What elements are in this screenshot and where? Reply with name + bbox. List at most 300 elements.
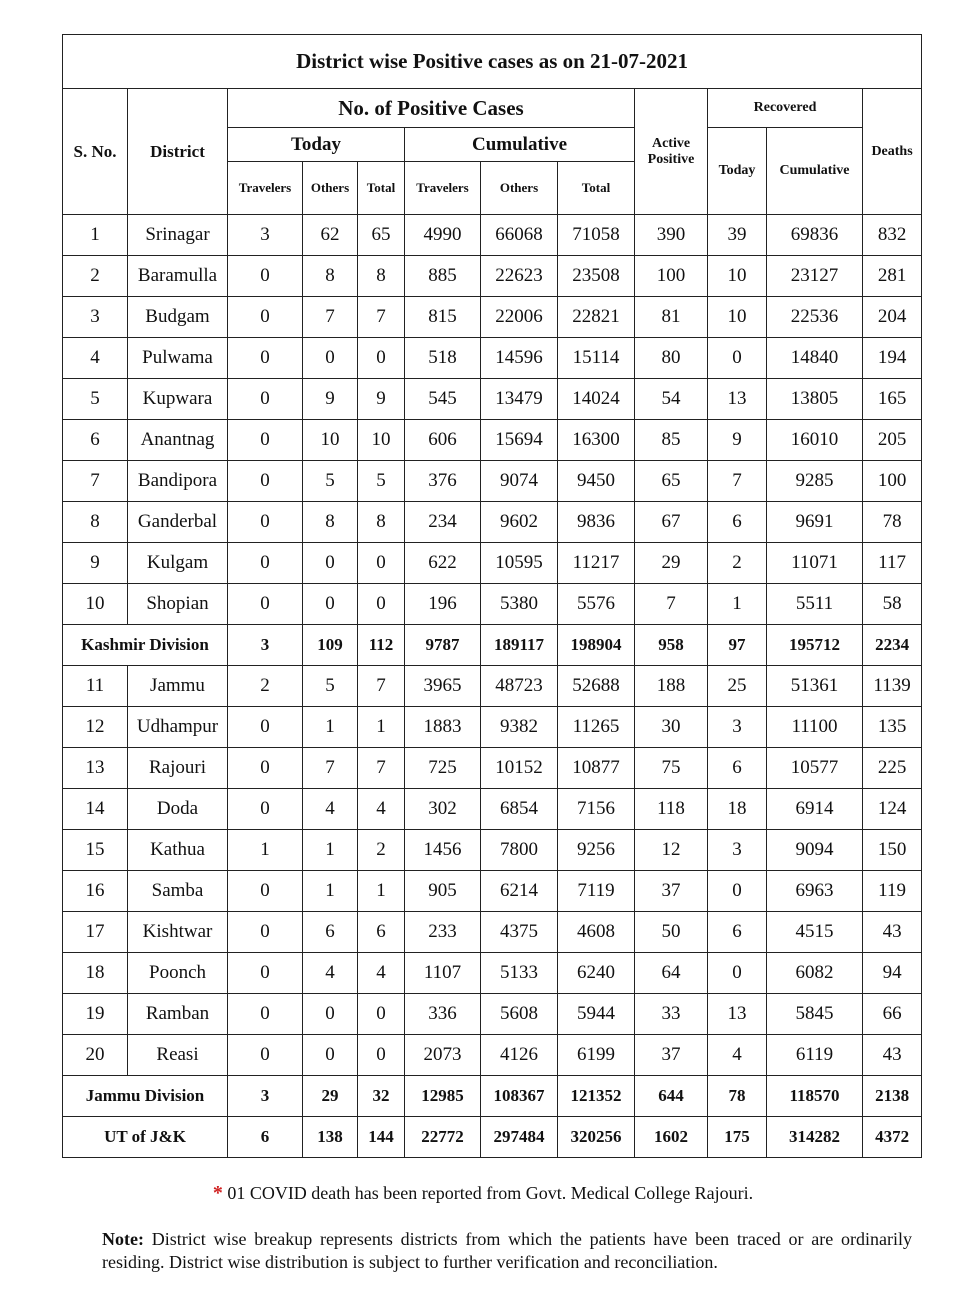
table-row	[63, 543, 922, 584]
cell-r-today: 6	[708, 748, 767, 789]
table-row	[63, 789, 922, 830]
cell-r-today: 6	[708, 912, 767, 953]
cell-t-tot: 4	[358, 953, 405, 994]
cell-r-cum: 6082	[767, 953, 863, 994]
cell-district: Samba	[128, 871, 228, 912]
cell-c-trav: 815	[405, 297, 481, 338]
cell-r-cum: 9691	[767, 502, 863, 543]
header-sno: S. No.	[63, 89, 128, 215]
cell-t-tot: 4	[358, 789, 405, 830]
cell-c-tot: 121352	[558, 1076, 635, 1117]
table-row	[63, 953, 922, 994]
cell-r-cum: 4515	[767, 912, 863, 953]
cell-deaths: 204	[863, 297, 922, 338]
cell-r-today: 25	[708, 666, 767, 707]
cell-r-today: 7	[708, 461, 767, 502]
cell-r-cum: 6963	[767, 871, 863, 912]
cell-r-cum: 195712	[767, 625, 863, 666]
cell-r-today: 6	[708, 502, 767, 543]
cell-t-trav: 3	[228, 215, 303, 256]
cell-sno: 6	[63, 420, 128, 461]
cell-c-tot: 14024	[558, 379, 635, 420]
division-total-row	[63, 1076, 922, 1117]
cell-c-trav: 622	[405, 543, 481, 584]
cell-sno: 13	[63, 748, 128, 789]
cell-c-oth: 108367	[481, 1076, 558, 1117]
cell-c-trav: 12985	[405, 1076, 481, 1117]
cell-r-today: 9	[708, 420, 767, 461]
cell-r-cum: 5845	[767, 994, 863, 1035]
cell-deaths: 205	[863, 420, 922, 461]
cell-deaths: 2234	[863, 625, 922, 666]
cell-t-trav: 6	[228, 1117, 303, 1158]
cell-c-trav: 545	[405, 379, 481, 420]
cell-r-cum: 118570	[767, 1076, 863, 1117]
cell-t-oth: 8	[303, 256, 358, 297]
cell-t-trav: 0	[228, 502, 303, 543]
district-cases-table	[62, 34, 922, 1158]
cell-t-tot: 5	[358, 461, 405, 502]
cell-c-tot: 9450	[558, 461, 635, 502]
cell-c-trav: 725	[405, 748, 481, 789]
cell-r-today: 175	[708, 1117, 767, 1158]
cell-t-tot: 10	[358, 420, 405, 461]
cell-active: 12	[635, 830, 708, 871]
division-total-row	[63, 1117, 922, 1158]
cell-district: Kishtwar	[128, 912, 228, 953]
cell-r-today: 10	[708, 297, 767, 338]
cell-active: 30	[635, 707, 708, 748]
cell-deaths: 119	[863, 871, 922, 912]
cell-c-trav: 3965	[405, 666, 481, 707]
cell-t-oth: 29	[303, 1076, 358, 1117]
cell-c-tot: 52688	[558, 666, 635, 707]
cell-sno: 8	[63, 502, 128, 543]
cell-r-cum: 16010	[767, 420, 863, 461]
table-title: District wise Positive cases as on 21-07-2021	[63, 35, 922, 89]
cell-sno: 2	[63, 256, 128, 297]
cell-c-oth: 66068	[481, 215, 558, 256]
cell-t-trav: 0	[228, 461, 303, 502]
cell-district: Baramulla	[128, 256, 228, 297]
cell-t-tot: 6	[358, 912, 405, 953]
cell-c-oth: 9602	[481, 502, 558, 543]
cell-t-oth: 5	[303, 666, 358, 707]
cell-t-trav: 0	[228, 748, 303, 789]
cell-t-trav: 0	[228, 256, 303, 297]
cell-t-oth: 7	[303, 748, 358, 789]
cell-c-oth: 9074	[481, 461, 558, 502]
table-row	[63, 666, 922, 707]
cell-active: 80	[635, 338, 708, 379]
cell-r-cum: 14840	[767, 338, 863, 379]
cell-t-trav: 0	[228, 420, 303, 461]
cell-r-today: 0	[708, 338, 767, 379]
cell-sno: 7	[63, 461, 128, 502]
cell-deaths: 225	[863, 748, 922, 789]
cell-t-oth: 8	[303, 502, 358, 543]
cell-district: Kathua	[128, 830, 228, 871]
cell-deaths: 194	[863, 338, 922, 379]
cell-t-tot: 0	[358, 584, 405, 625]
table-row	[63, 1035, 922, 1076]
cell-r-today: 3	[708, 830, 767, 871]
cell-t-tot: 112	[358, 625, 405, 666]
cell-active: 7	[635, 584, 708, 625]
cell-t-tot: 1	[358, 707, 405, 748]
cell-t-oth: 0	[303, 543, 358, 584]
cell-district: Srinagar	[128, 215, 228, 256]
division-name: Jammu Division	[63, 1076, 228, 1117]
table-row	[63, 420, 922, 461]
table-row	[63, 994, 922, 1035]
cell-c-oth: 10152	[481, 748, 558, 789]
cell-r-cum: 10577	[767, 748, 863, 789]
cell-district: Pulwama	[128, 338, 228, 379]
cell-deaths: 832	[863, 215, 922, 256]
cell-r-today: 2	[708, 543, 767, 584]
header-today-travelers: Travelers	[228, 162, 303, 215]
header-district: District	[128, 89, 228, 215]
cell-c-tot: 22821	[558, 297, 635, 338]
division-name: Kashmir Division	[63, 625, 228, 666]
cell-c-oth: 13479	[481, 379, 558, 420]
table-row	[63, 256, 922, 297]
cell-r-today: 78	[708, 1076, 767, 1117]
note-text: District wise breakup represents districts from which the patients have been traced or are ordinarily residing. District wise distribution is subject to further verification and reconciliation.	[102, 1229, 912, 1272]
cell-active: 958	[635, 625, 708, 666]
cell-r-cum: 23127	[767, 256, 863, 297]
cell-deaths: 78	[863, 502, 922, 543]
cell-c-tot: 6240	[558, 953, 635, 994]
cell-t-trav: 0	[228, 297, 303, 338]
cell-t-tot: 8	[358, 502, 405, 543]
cell-t-oth: 0	[303, 338, 358, 379]
cell-t-trav: 0	[228, 543, 303, 584]
cell-active: 644	[635, 1076, 708, 1117]
table-row	[63, 461, 922, 502]
cell-sno: 11	[63, 666, 128, 707]
cell-r-cum: 314282	[767, 1117, 863, 1158]
table-row	[63, 297, 922, 338]
cell-deaths: 150	[863, 830, 922, 871]
cell-c-oth: 14596	[481, 338, 558, 379]
table-row	[63, 707, 922, 748]
cell-r-cum: 11100	[767, 707, 863, 748]
cell-c-oth: 5608	[481, 994, 558, 1035]
cell-t-trav: 3	[228, 1076, 303, 1117]
cell-c-tot: 16300	[558, 420, 635, 461]
cell-c-oth: 189117	[481, 625, 558, 666]
cell-c-oth: 4126	[481, 1035, 558, 1076]
cell-t-tot: 9	[358, 379, 405, 420]
footnote-text: 01 COVID death has been reported from Govt. Medical College Rajouri.	[222, 1183, 754, 1203]
cell-c-oth: 9382	[481, 707, 558, 748]
cell-t-oth: 0	[303, 584, 358, 625]
cell-active: 64	[635, 953, 708, 994]
cell-r-today: 0	[708, 953, 767, 994]
cell-c-oth: 4375	[481, 912, 558, 953]
header-recovered-today: Today	[708, 128, 767, 215]
cell-deaths: 43	[863, 912, 922, 953]
cell-r-cum: 51361	[767, 666, 863, 707]
header-today: Today	[228, 128, 405, 162]
cell-t-oth: 9	[303, 379, 358, 420]
cell-t-trav: 0	[228, 584, 303, 625]
cell-deaths: 66	[863, 994, 922, 1035]
cell-t-oth: 6	[303, 912, 358, 953]
cell-t-oth: 1	[303, 707, 358, 748]
cell-sno: 3	[63, 297, 128, 338]
cell-active: 50	[635, 912, 708, 953]
cell-c-oth: 5380	[481, 584, 558, 625]
cell-t-tot: 32	[358, 1076, 405, 1117]
division-name: UT of J&K	[63, 1117, 228, 1158]
cell-sno: 14	[63, 789, 128, 830]
cell-active: 37	[635, 871, 708, 912]
table-row	[63, 871, 922, 912]
cell-r-today: 10	[708, 256, 767, 297]
table-row	[63, 748, 922, 789]
header-active-positive: Active Positive	[635, 89, 708, 215]
cell-c-tot: 9256	[558, 830, 635, 871]
cell-deaths: 281	[863, 256, 922, 297]
cell-r-today: 18	[708, 789, 767, 830]
cell-r-cum: 13805	[767, 379, 863, 420]
table-body	[63, 215, 922, 1158]
header-today-total: Total	[358, 162, 405, 215]
cell-active: 29	[635, 543, 708, 584]
cell-c-trav: 1107	[405, 953, 481, 994]
cell-c-tot: 15114	[558, 338, 635, 379]
cell-c-oth: 297484	[481, 1117, 558, 1158]
cell-r-cum: 9285	[767, 461, 863, 502]
cell-district: Shopian	[128, 584, 228, 625]
cell-t-tot: 7	[358, 748, 405, 789]
cell-t-oth: 0	[303, 1035, 358, 1076]
cell-t-trav: 1	[228, 830, 303, 871]
cell-t-oth: 10	[303, 420, 358, 461]
cell-t-tot: 2	[358, 830, 405, 871]
cell-c-trav: 1456	[405, 830, 481, 871]
cell-district: Kulgam	[128, 543, 228, 584]
cell-c-tot: 6199	[558, 1035, 635, 1076]
cell-r-cum: 22536	[767, 297, 863, 338]
cell-c-tot: 71058	[558, 215, 635, 256]
cell-active: 118	[635, 789, 708, 830]
cell-c-oth: 6854	[481, 789, 558, 830]
cell-c-tot: 5576	[558, 584, 635, 625]
cell-t-trav: 0	[228, 707, 303, 748]
cell-t-oth: 138	[303, 1117, 358, 1158]
cell-district: Poonch	[128, 953, 228, 994]
cell-sno: 19	[63, 994, 128, 1035]
cell-c-oth: 10595	[481, 543, 558, 584]
cell-t-tot: 7	[358, 666, 405, 707]
cell-deaths: 43	[863, 1035, 922, 1076]
footnote-star: *	[212, 1182, 223, 1204]
cell-t-trav: 0	[228, 912, 303, 953]
cell-c-tot: 10877	[558, 748, 635, 789]
cell-c-tot: 9836	[558, 502, 635, 543]
cell-deaths: 135	[863, 707, 922, 748]
cell-active: 100	[635, 256, 708, 297]
division-total-row	[63, 625, 922, 666]
cell-c-trav: 196	[405, 584, 481, 625]
cell-c-oth: 15694	[481, 420, 558, 461]
cell-t-trav: 0	[228, 994, 303, 1035]
cell-c-oth: 22623	[481, 256, 558, 297]
cell-c-trav: 22772	[405, 1117, 481, 1158]
cell-c-trav: 2073	[405, 1035, 481, 1076]
cell-c-trav: 1883	[405, 707, 481, 748]
cell-c-trav: 376	[405, 461, 481, 502]
cell-c-trav: 4990	[405, 215, 481, 256]
table-row	[63, 215, 922, 256]
cell-r-cum: 11071	[767, 543, 863, 584]
cell-district: Reasi	[128, 1035, 228, 1076]
cell-district: Rajouri	[128, 748, 228, 789]
cell-r-today: 39	[708, 215, 767, 256]
cell-deaths: 58	[863, 584, 922, 625]
cell-sno: 12	[63, 707, 128, 748]
cell-r-today: 13	[708, 379, 767, 420]
cell-t-tot: 8	[358, 256, 405, 297]
cell-c-tot: 198904	[558, 625, 635, 666]
cell-sno: 20	[63, 1035, 128, 1076]
cell-district: Anantnag	[128, 420, 228, 461]
cell-t-oth: 109	[303, 625, 358, 666]
cell-district: Doda	[128, 789, 228, 830]
header-cumulative: Cumulative	[405, 128, 635, 162]
cell-deaths: 124	[863, 789, 922, 830]
cell-t-tot: 0	[358, 1035, 405, 1076]
cell-active: 85	[635, 420, 708, 461]
cell-c-trav: 606	[405, 420, 481, 461]
cell-t-trav: 3	[228, 625, 303, 666]
cell-c-trav: 233	[405, 912, 481, 953]
cell-t-trav: 0	[228, 379, 303, 420]
cell-district: Udhampur	[128, 707, 228, 748]
cell-r-today: 97	[708, 625, 767, 666]
cell-c-tot: 5944	[558, 994, 635, 1035]
cell-active: 37	[635, 1035, 708, 1076]
cell-t-trav: 0	[228, 871, 303, 912]
cell-c-oth: 22006	[481, 297, 558, 338]
cell-district: Budgam	[128, 297, 228, 338]
cell-r-cum: 69836	[767, 215, 863, 256]
header-recovered: Recovered	[708, 89, 863, 128]
cell-c-tot: 320256	[558, 1117, 635, 1158]
cell-active: 390	[635, 215, 708, 256]
cell-sno: 17	[63, 912, 128, 953]
cell-r-today: 3	[708, 707, 767, 748]
cell-t-trav: 0	[228, 789, 303, 830]
table-row	[63, 338, 922, 379]
cell-r-cum: 6119	[767, 1035, 863, 1076]
cell-c-trav: 336	[405, 994, 481, 1035]
cell-c-tot: 7156	[558, 789, 635, 830]
footnote	[0, 1182, 966, 1205]
table-row	[63, 584, 922, 625]
table-row	[63, 379, 922, 420]
cell-r-today: 13	[708, 994, 767, 1035]
cell-district: Ganderbal	[128, 502, 228, 543]
cell-c-trav: 9787	[405, 625, 481, 666]
cell-r-cum: 6914	[767, 789, 863, 830]
cell-t-trav: 0	[228, 1035, 303, 1076]
cell-t-oth: 4	[303, 953, 358, 994]
cell-c-trav: 302	[405, 789, 481, 830]
cell-t-oth: 5	[303, 461, 358, 502]
cell-sno: 16	[63, 871, 128, 912]
cell-t-tot: 0	[358, 994, 405, 1035]
cell-sno: 4	[63, 338, 128, 379]
cell-c-trav: 234	[405, 502, 481, 543]
cell-deaths: 4372	[863, 1117, 922, 1158]
cell-t-oth: 0	[303, 994, 358, 1035]
header-positive-cases: No. of Positive Cases	[228, 89, 635, 128]
cell-c-trav: 518	[405, 338, 481, 379]
cell-active: 33	[635, 994, 708, 1035]
cell-active: 65	[635, 461, 708, 502]
header-cumulative-total: Total	[558, 162, 635, 215]
cell-c-oth: 48723	[481, 666, 558, 707]
cell-c-tot: 11217	[558, 543, 635, 584]
cell-c-tot: 11265	[558, 707, 635, 748]
cell-t-tot: 144	[358, 1117, 405, 1158]
cell-district: Ramban	[128, 994, 228, 1035]
cell-active: 188	[635, 666, 708, 707]
cell-sno: 15	[63, 830, 128, 871]
cell-t-oth: 1	[303, 871, 358, 912]
note	[102, 1228, 912, 1274]
cell-sno: 1	[63, 215, 128, 256]
cell-active: 67	[635, 502, 708, 543]
cell-sno: 9	[63, 543, 128, 584]
cell-c-tot: 23508	[558, 256, 635, 297]
cell-t-trav: 0	[228, 338, 303, 379]
cell-district: Jammu	[128, 666, 228, 707]
cell-sno: 5	[63, 379, 128, 420]
cell-deaths: 165	[863, 379, 922, 420]
table-row	[63, 830, 922, 871]
cell-c-tot: 4608	[558, 912, 635, 953]
cell-c-tot: 7119	[558, 871, 635, 912]
cell-active: 1602	[635, 1117, 708, 1158]
cell-active: 81	[635, 297, 708, 338]
header-cumulative-others: Others	[481, 162, 558, 215]
cell-t-tot: 0	[358, 543, 405, 584]
cell-active: 54	[635, 379, 708, 420]
cell-deaths: 1139	[863, 666, 922, 707]
cell-c-oth: 5133	[481, 953, 558, 994]
cell-sno: 10	[63, 584, 128, 625]
cell-c-oth: 7800	[481, 830, 558, 871]
cell-deaths: 94	[863, 953, 922, 994]
cell-r-today: 1	[708, 584, 767, 625]
cell-r-today: 0	[708, 871, 767, 912]
cell-t-tot: 1	[358, 871, 405, 912]
cell-t-tot: 0	[358, 338, 405, 379]
cell-deaths: 117	[863, 543, 922, 584]
cell-t-oth: 4	[303, 789, 358, 830]
cell-t-trav: 2	[228, 666, 303, 707]
cell-c-oth: 6214	[481, 871, 558, 912]
cell-active: 75	[635, 748, 708, 789]
cell-t-oth: 62	[303, 215, 358, 256]
cell-t-oth: 1	[303, 830, 358, 871]
